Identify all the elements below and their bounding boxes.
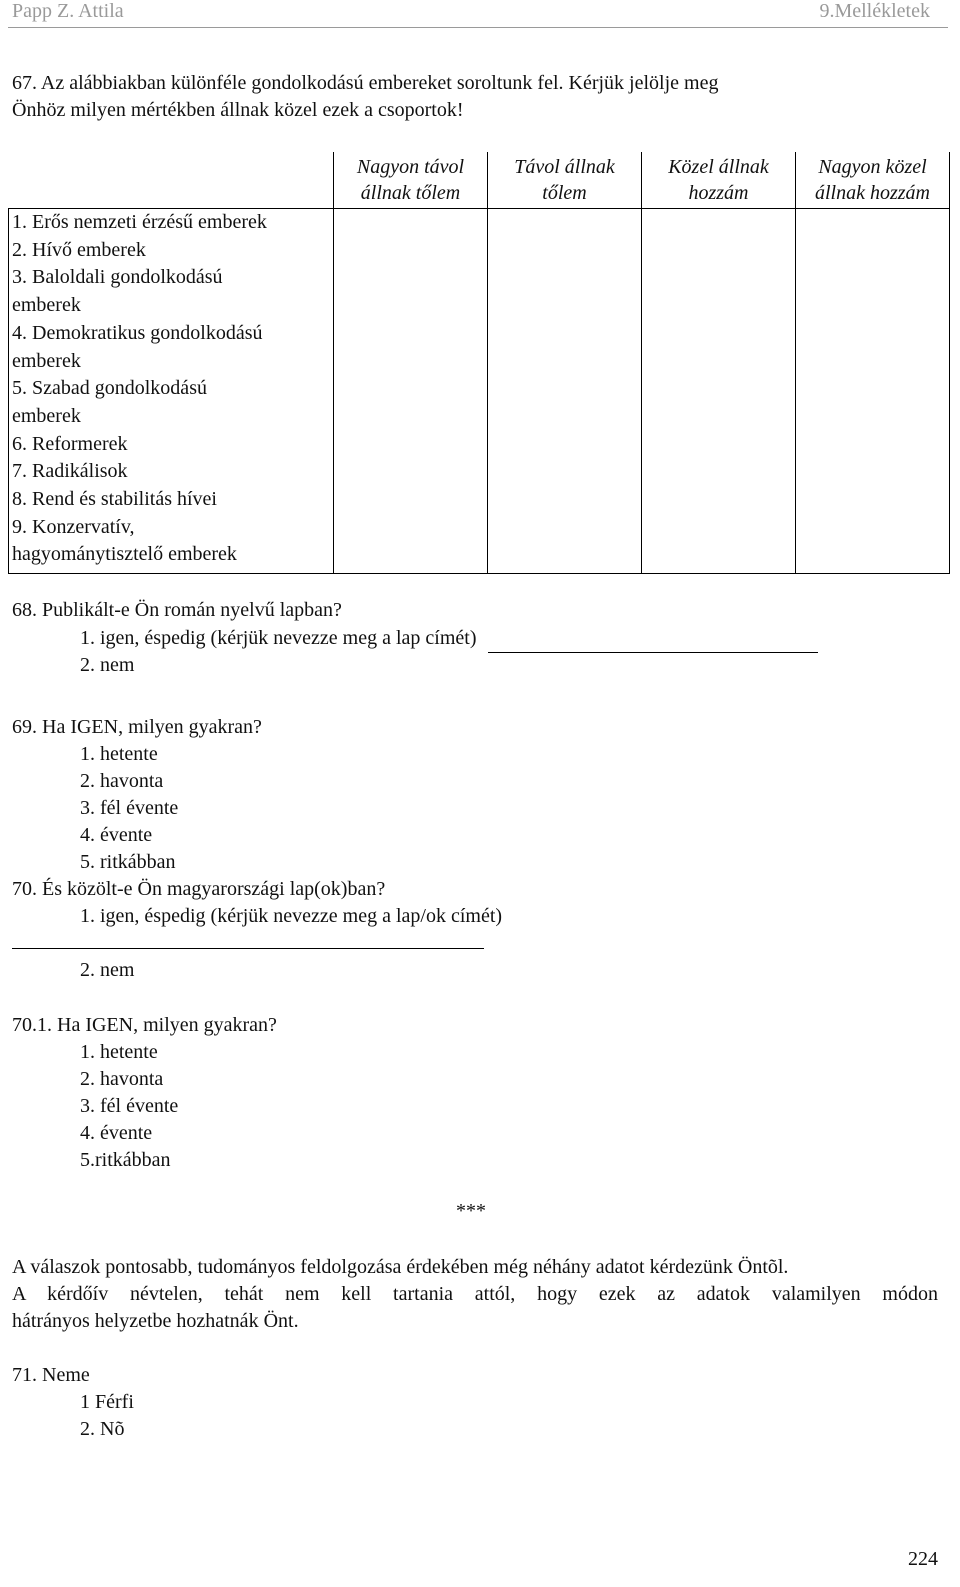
page-number: 224 — [908, 1548, 938, 1570]
q71-option-male: 1 Férfi — [80, 1391, 134, 1413]
list-item: 2. Hívő emberek — [12, 238, 146, 261]
list-item: 6. Reformerek — [12, 432, 128, 455]
item-list-cell — [9, 209, 334, 574]
q67-text-line1: 67. Az alábbiakban különféle gondolkodású embereket soroltunk fel. Kérjük jelölje meg — [12, 72, 719, 94]
list-item: 1. Erős nemzeti érzésű emberek — [12, 211, 267, 233]
answer-cell-very-close[interactable] — [796, 209, 950, 574]
list-item: 4. Demokratikus gondolkodású — [12, 321, 263, 344]
q71-option-female: 2. Nõ — [80, 1418, 125, 1440]
q68-title-field[interactable] — [488, 625, 818, 653]
list-item: emberek — [12, 404, 81, 427]
list-item: emberek — [12, 294, 81, 317]
q69-question: 69. Ha IGEN, milyen gyakran? — [12, 716, 262, 738]
q70-1-option: 5.ritkábban — [80, 1149, 171, 1171]
answer-cell-very-far[interactable] — [334, 209, 488, 574]
list-item: 5. Szabad gondolkodású — [12, 377, 207, 400]
list-item: 3. Baloldali gondolkodású — [12, 266, 223, 289]
section-separator: *** — [456, 1200, 486, 1222]
q68-option-no: 2. nem — [80, 654, 135, 676]
item-list — [9, 209, 333, 569]
intro-line2: A kérdőív névtelen, tehát nem kell tartania attól, hogy ezek az adatok valamilyen módon — [12, 1283, 938, 1305]
q70-1-option: 3. fél évente — [80, 1095, 179, 1117]
q70-1-option: 4. évente — [80, 1122, 153, 1144]
q69-option: 4. évente — [80, 824, 153, 846]
answer-cell-close[interactable] — [642, 209, 796, 574]
list-item: 9. Konzervatív, — [12, 515, 135, 538]
q70-question: 70. És közölt-e Ön magyarországi lap(ok)ban? — [12, 878, 386, 900]
table-body-row — [9, 209, 950, 574]
intro-line1: A válaszok pontosabb, tudományos feldolgozása érdekében még néhány adatot kérdezünk Öntõl. — [12, 1256, 789, 1278]
q70-option-yes: 1. igen, éspedig (kérjük nevezze meg a lap/ok címét) — [80, 905, 503, 927]
q69-option: 1. hetente — [80, 743, 158, 765]
column-header-very-close: Nagyon közel állnak hozzám — [796, 152, 950, 209]
q69-option: 5. ritkábban — [80, 851, 176, 873]
q67-text-line2: Önhöz milyen mértékben állnak közel ezek a csoportok! — [12, 99, 464, 121]
q69-option: 2. havonta — [80, 770, 164, 792]
q70-option-no: 2. nem — [80, 959, 135, 981]
list-item: hagyománytisztelő emberek — [12, 543, 237, 566]
list-item: 8. Rend és stabilitás hívei — [12, 488, 217, 511]
q68-question: 68. Publikált-e Ön román nyelvű lapban? — [12, 599, 342, 621]
intro-line3: hátrányos helyzetbe hozhatnák Önt. — [12, 1310, 299, 1332]
answer-cell-far[interactable] — [488, 209, 642, 574]
list-item: 7. Radikálisok — [12, 460, 128, 483]
q71-question: 71. Neme — [12, 1364, 90, 1386]
table-header-row — [9, 152, 950, 209]
column-header-far: Távol állnak tőlem — [488, 152, 642, 209]
list-item: emberek — [12, 349, 81, 372]
header-author: Papp Z. Attila — [12, 0, 124, 22]
q70-title-field[interactable] — [12, 926, 484, 949]
column-header-very-far: Nagyon távol állnak tőlem — [334, 152, 488, 209]
q70-1-option: 1. hetente — [80, 1041, 158, 1063]
column-header-close: Közel állnak hozzám — [642, 152, 796, 209]
q67-rating-table — [8, 152, 950, 574]
header-section: 9.Mellékletek — [819, 0, 930, 22]
q70-1-option: 2. havonta — [80, 1068, 164, 1090]
q70-1-question: 70.1. Ha IGEN, milyen gyakran? — [12, 1014, 277, 1036]
q69-option: 3. fél évente — [80, 797, 179, 819]
header-divider — [8, 27, 948, 28]
table-corner-cell — [9, 152, 334, 209]
q68-option-yes: 1. igen, éspedig (kérjük nevezze meg a lap címét) — [80, 625, 818, 653]
